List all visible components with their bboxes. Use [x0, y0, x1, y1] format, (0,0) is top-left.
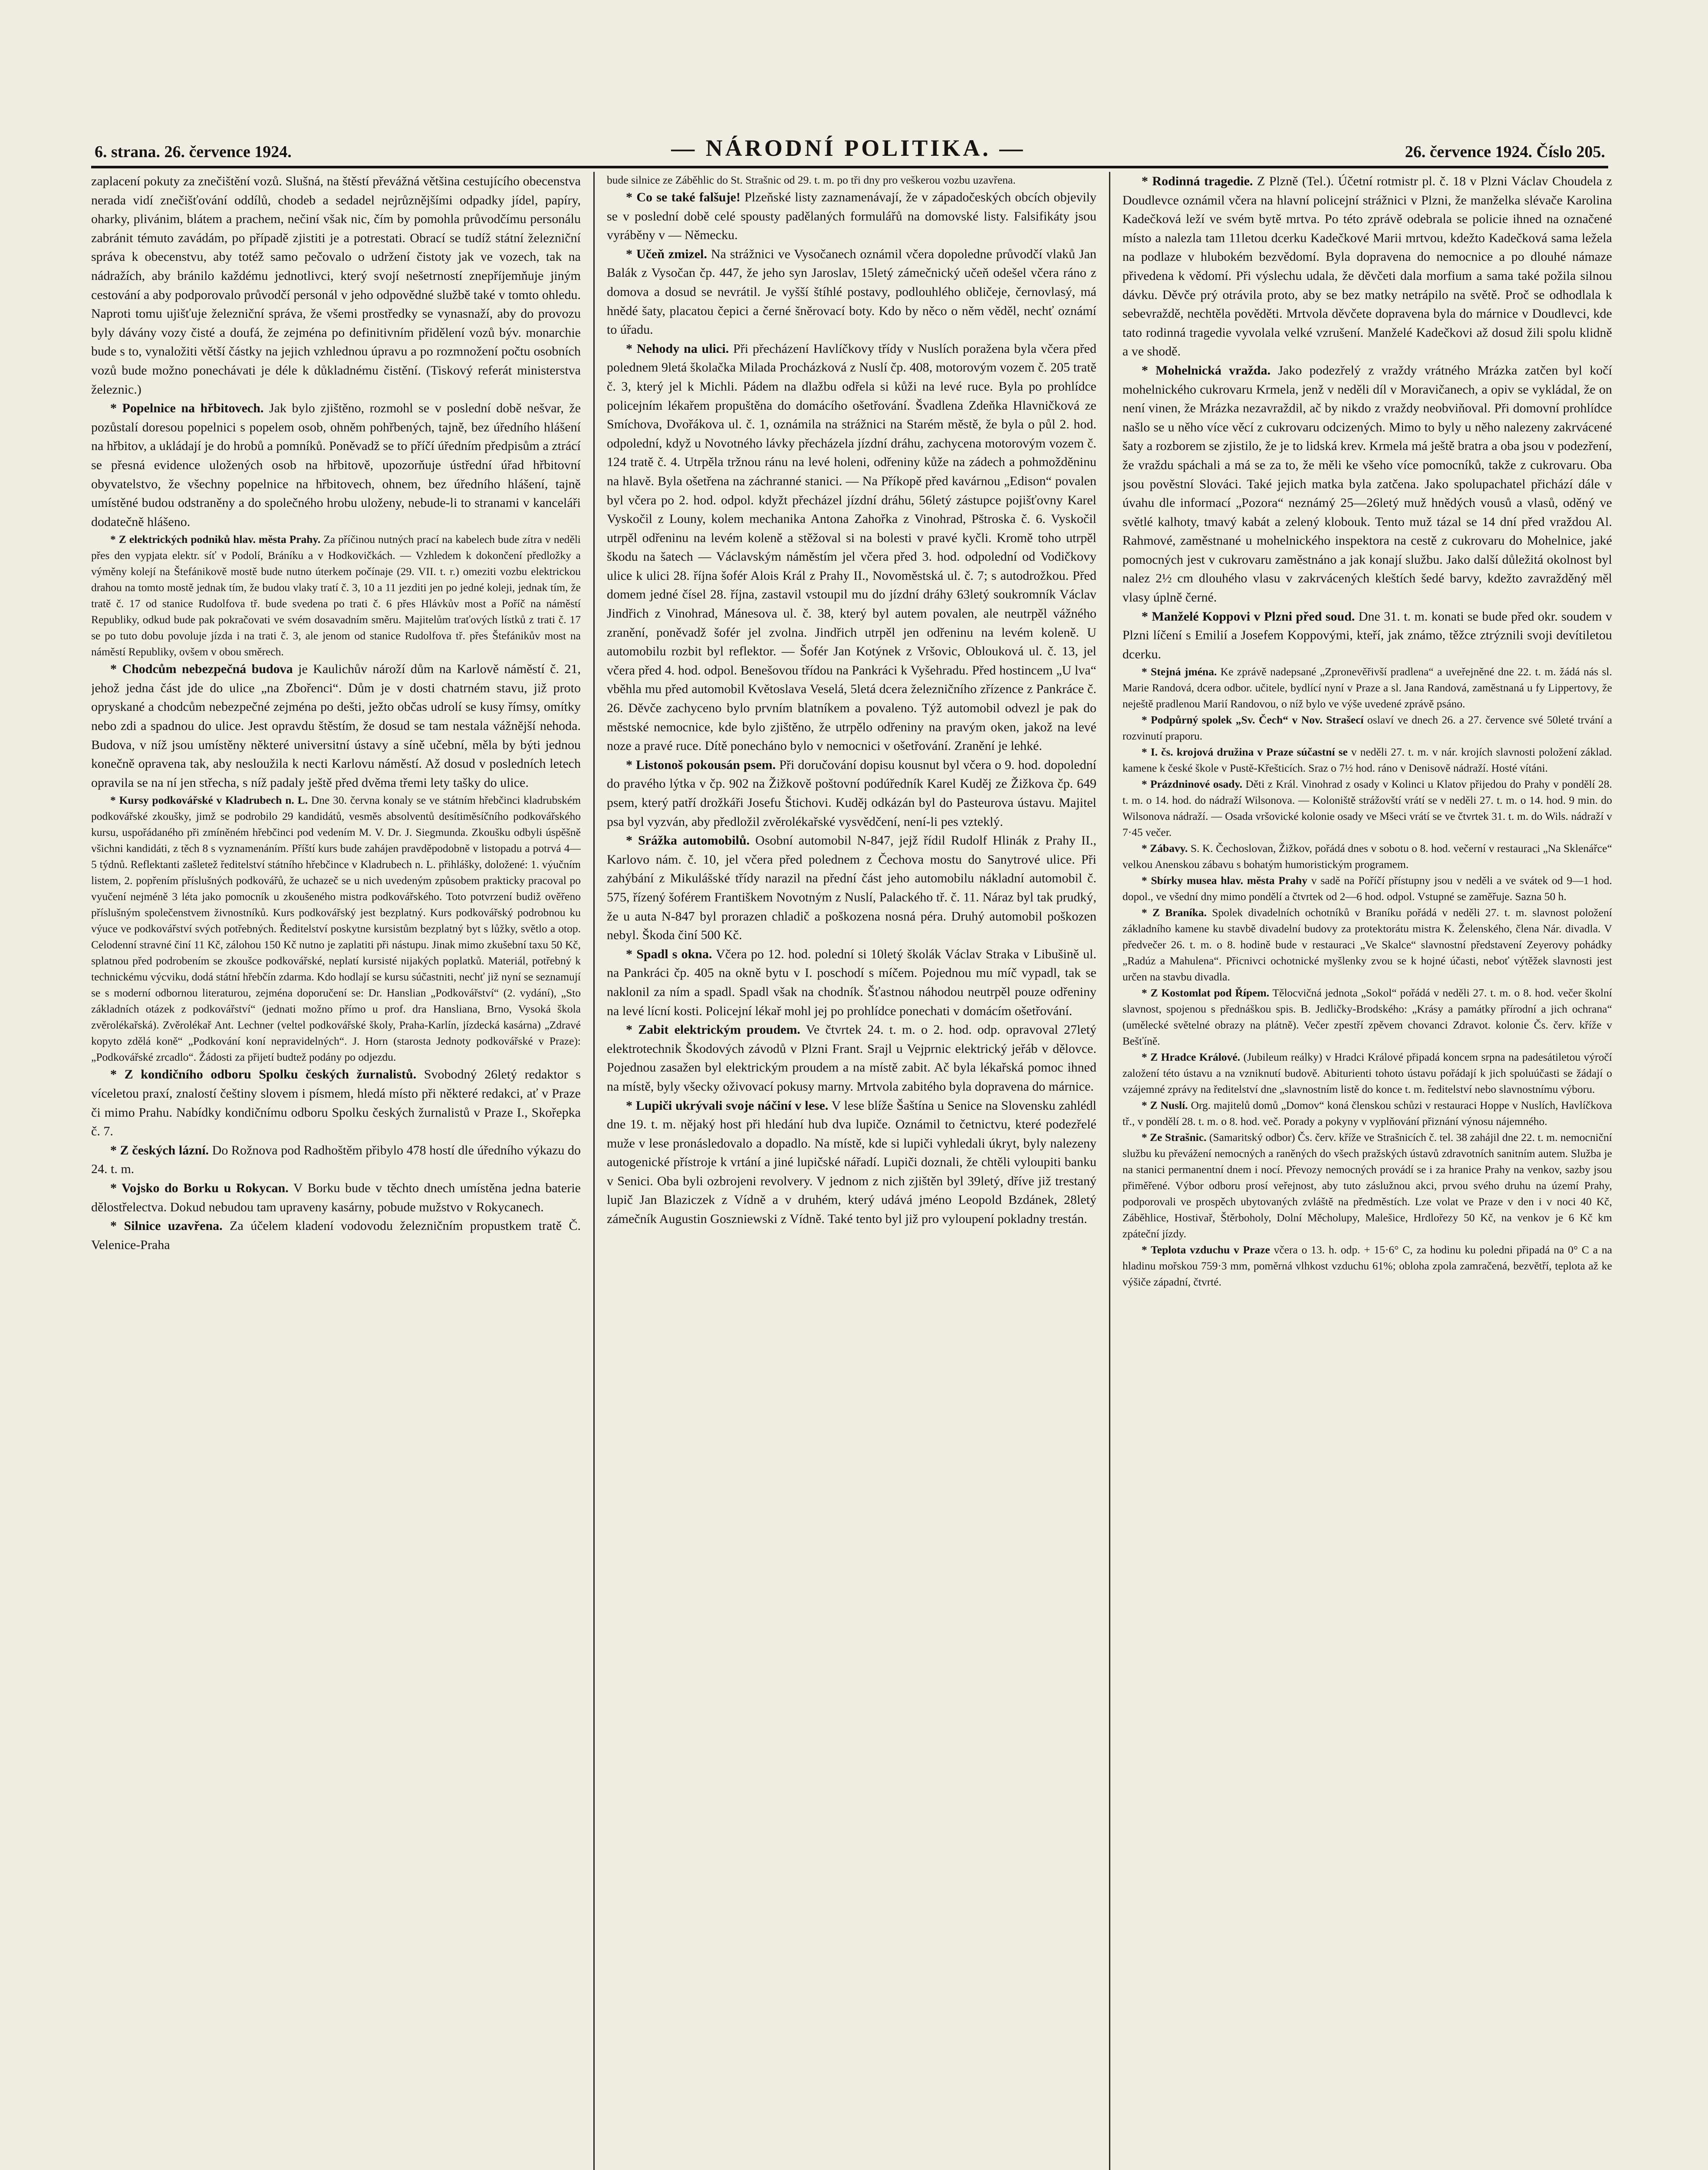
- page-header: [95, 130, 1605, 161]
- article: [607, 172, 1096, 188]
- article-body: Při přecházení Havlíčkovy třídy v Nuslích poražena byla včera před polednem 9letá školačka Milada Procházková z Nuslí čp. 408, motorovým vozem č. 205 tratě č. 3, který jel k Michli. Pádem na dlažbu odřela si kůži na levé ruce. Byla po prohlídce policejním lékařem propuštěna do domácího ošetřování. Švadlena Zdeňka Hlavničková ze Smíchova, Dvořákova ul. č. 1, oznámila na strážnici na Starém městě, že byla o půl 2. hod. odpolední, když u Novotného lávky přecházela jízdní dráhu, zachycena motorovým vozem č. 124 tratě č. 4. Utrpěla tržnou ránu na levé holeni, odřeniny kůže na zádech a pohmožděninu na hlavě. Byla ošetřena na záchranné stanici. — Na Příkopě před kavárnou „Edison“ povalen byl včera po 2. hod. odpol. kdyžt přecházel jízdní dráhu, 56letý zástupce pojišťovny Karel Vyskočil z Louny, kolem mechanika Antona Zahořka z Vinohrad, Pštroska č. 6. Vyskočil utrpěl odřeninu na levém koleně a stěžoval si na bolesti v pravé kyčli. Kromě toho utrpěl škodu na šatech — Václavským náměstím jel včera před 3. hod. odpolední od Vodičkovy ulice k ulici 28. října šofér Alois Král z Prahy II., Novoměstská ul. č. 7; s autodrožkou. Před domem jedné čísel 28. října, zastavil vstoupil mu do jízdní dráhy 63letý soukromník Václav Jindřich z Vinohrad, Mánesova ul. č. 38, který byl autem povalen, ale neutrpěl vážného zranění, poněvadž šofér jel zvolna. Jindřich utrpěl jen odřeninu na levém koleně. U automobilu rozbit byl reflektor. — Šofér Jan Kotýnek z Vršovic, Oblouková ul. č. 13, jel včera před 4. hod. odpol. Benešovou třídou na Pankráci k Vyšehradu. Před hostincem „U lva“ vběhla mu před automobil Květoslava Veselá, 5letá dcera železničního zřízence z Pankráce č. 26. Děvče zachyceno bylo prvním blatníkem a povaleno. Týž automobil odvezl je pak do městské nemocnice, kde bylo zjištěno, že utrpělo odřeniny na pravým oken, jakož na levé noze a pravé ruce. Dítě ponecháno bylo v nemocnici v ošetřování. Zranění je lehké.: [607, 341, 1096, 753]
- article-body: Dne 30. června konaly se ve státním hřebčinci kladrubském podkovářské zkoušky, jimž se podrobilo 29 kandidátů, vesměs absolventů desítiměsíčního podkovářského kursu, uspořádaného při zmíněném hřebčinci pod vedením M. V. Dr. J. Siegmunda. Zkoušku odbyli úspěšně všichni kandidáti, z těch 8 s vyznamenáním. Příští kurs bude zahájen pravděpodobně v listopadu a potrvá 4—5 týdnů. Reflektanti zašletež ředitelství státního hřebčince v Kladrubech n. L. přihlášky, doložené: 1. výučním listem, 2. popřením příslušných podkovářů, že uchazeč se u nich uvedeným způsobem prakticky pracoval po vyučení nejméně 3 léta jako pomocník u zkoušeného mistra podkovářského. Toto potvrzení budiž ověřeno příslušným společenstvem živnostníků. Kurs podkovářský jest bezplatný. Kurs podkovářský podrobnou ku výuce ve podkovářství svých potřebných. Ředitelství poskytne kursistům bezplatný byt s lůžky, světlo a otop. Celodenní stravné činí 11 Kč, zálohou 150 Kč nutno je zaplatiti při nástupu. Jinak mimo zkušební taxu 50 Kč, splatnou před podrobením se zkoušce podkovářské, neplatí kursisté nijakých poplatků. Materiál, potřebný k technickému výcviku, dodá státní hřebčín zdarma. Kdo hodlají se kursu súčastniti, nechť již nyní se seznamují se s moderní odbornou literaturou, zejména doporučení se: Dr. Hanslian „Podkovářství“ (2. vydání), „Sto základních otázek z podkovářství“ (jednati možno přímo u prof. dra Hansliana, Brno, Vysoká škola zvěrolékařská). Zvěrolékař Ant. Lechner (veltel podkovářské školy, Praha-Karlín, jízdecká kasárna) „Zdravé kopyto zdělá koně“ „Podkování koní nepravidelných“. J. Horn (starosta Jednoty podkovářské v Praze): „Podkovářské zrcadlo“. Žádosti za přijetí budtež podány po odjezdu.: [91, 794, 581, 1064]
- article: [607, 1096, 1096, 1229]
- article: [1122, 664, 1612, 712]
- column-divider: [593, 172, 595, 2170]
- article-body: Osobní automobil N-847, jejž řídil Rudolf Hlinák z Prahy II., Karlovo nám. č. 10, jel včera před polednem z Čechova mostu do Sanytrové ulice. Při zahýbání z Mikulášské třídy narazil na přední část jeho automobilu nákladní automobil č. 575, řízený šoférem Františkem Novotným z Nuslí, Palackého tř. č. 11. Náraz byl tak prudký, že u auta N-847 byl prorazen chladič a poškozena nosná péra. Druhý automobil poškozen nebyl. Škoda činí 500 Kč.: [607, 833, 1096, 943]
- column-2: [607, 172, 1096, 2170]
- article-headline: * Manželé Koppovi v Plzni před soud.: [1142, 609, 1355, 624]
- article-body: Jako podezřelý z vraždy vrátného Mrázka zatčen byl kočí mohelnického cukrovaru Krmela, jenž v neděli díl v Moravičanech, a opiv se vykládal, že on není vinen, že Mrázka nezavraždil, ač by nikdo z vraždy neobviňoval. Při domovní prohlídce našlo se u něho více věcí z cukrovaru odcizených. Mimo to byly u něho nalezeny zakrvácené šaty a rozborem se zjistilo, že je to lidská krev. Krmela má ještě bratra a oba jsou v podezření, že vraždu spáchali a má se za to, že měli ke všeho více pomocníků, takže z cukrovaru. Oba jsou pověstní Slováci. Také jejich matka byla zatčena. Jako spolupachatel přichází dále v úvahu dle informací „Pozora“ neznámý 25—26letý muž hnědých vousů a vlasů, oděný ve světlé kalhoty, tmavý kabát a zelený klobouk. Tento muž tázal se 14 dní před vraždou Al. Rahmové, zaměstnané u mohelnického inspektora na cestě z cukrovaru do Mohelnice, jaké pomocných jest v cukrovaru zaměstnáno a jak konají službu. Jako další důležitá okolnost byl nalez 2½ cm dlouhého vlasu v zakrvácených kleštích šedé barvy, kdežto zavražděný měl vlasy úplně černé.: [1122, 363, 1612, 605]
- article: [1122, 712, 1612, 744]
- article-body: v sadě na Poříčí přístupny jsou v neděli a ve svátek od 9—1 hod. dopol., ve všední dny mimo pondělí a čtvrtek od 2—6 hod. odpol. Vstupné se zaměřuje. Sazna 50 h.: [1122, 874, 1612, 903]
- article-headline: * Spadl s okna.: [626, 947, 712, 961]
- article: [91, 1065, 581, 1141]
- article: [1122, 1129, 1612, 1242]
- article-body: Ve čtvrtek 24. t. m. o 2. hod. odp. opravoval 27letý elektrotechnik Škodových závodů v Plzni Frant. Srajl u Vejprnic elektrický jeřáb v dělovce. Pojednou zasažen byl elektrickým proudem a na místě zabit. Ač byla lékařská pomoc ihned na místě, byly všecky oživovací pokusy marny. Mrtvola zabitého byla dopravena do márnice.: [607, 1023, 1096, 1094]
- article-body: Spolek divadelních ochotníků v Braníku pořádá v neděli 27. t. m. slavnost položení základního kamene ku stavbě divadelní budovy za protektorátu mistra K. Želenského, člena Nár. divadla. V předvečer 26. t. m. o 8. hodině bude v restauraci „Ve Skalce“ slavnostní představení Zeyerovy pohádky „Radúz a Mahulena“. Přicnivci ochotnické myšlenky zvou se k hojné účasti, neboť výtěžek slavnosti jest určen na stavbu divadla.: [1122, 906, 1612, 983]
- article-headline: * Nehody na ulici.: [626, 342, 729, 356]
- article: [1122, 361, 1612, 607]
- article-body: bude silnice ze Záběhlic do St. Strašnic od 29. t. m. po tři dny pro veškerou vozbu uzavřena.: [607, 174, 1016, 186]
- article-headline: * Teplota vzduchu v Praze: [1142, 1243, 1270, 1256]
- article-headline: * Z Hradce Králové.: [1142, 1051, 1240, 1063]
- article: [91, 660, 581, 792]
- article-body: Děti z Král. Vinohrad z osady v Kolinci u Klatov přijedou do Prahy v pondělí 28. t. m. o 14. hod. do nádraží Wilsonova. — Koloniště strážovští vrátí se v neděli 27. t. m. o 14. hod. 9 min. do Wilsonova nádraží. — Osada vršovické kolonie osady ve Mšeci vrátí se ve čtvrtek 31. t. m. do Wils. nádraží v 7·45 večer.: [1122, 778, 1612, 839]
- article: [1122, 776, 1612, 840]
- article-headline: * Srážka automobilů.: [626, 833, 750, 848]
- article: [607, 339, 1096, 756]
- column-divider: [1109, 172, 1110, 2170]
- article: [1122, 607, 1612, 664]
- article: [91, 399, 581, 531]
- article: [91, 1217, 581, 1254]
- article: [1122, 1097, 1612, 1129]
- article-headline: * Z Kostomlat pod Řípem.: [1142, 986, 1269, 999]
- article-body: (Samaritský odbor) Čs. červ. kříže ve Strašnicích č. tel. 38 zahájil dne 22. t. m. nemocniční službu ku převážení nemocných a raněných do všech pražských ústavů zdravotních sanitním autem. Služba je na stanici permanentní dnem i nocí. Převozy nemocných provádí se i za hranice Prahy na venkov, sazby jsou přiměřené. Výbor odboru prosí veřejnost, aby tuto záslužnou akci, prvou svého druhu na území Prahy, podporovali ve prospěch ubytovaných zvláště na předměstích. Lze volat ve Praze v den i v noci 40 Kč, Záběhlice, Hostivař, Štěrboholy, Dolní Měcholupy, Malešice, Hrdlořezy 50 Kč, na venkov je 6 Kč km zpáteční jízdy.: [1122, 1131, 1612, 1240]
- article-body: (Jubileum reálky) v Hradci Králové připadá koncem srpna na padesátiletou výročí založení této ústavu a na vzniknutí budově. Abiturienti tohoto ústavu pořádají k jich spoluúčasti se žádají o vzájemné zprávy na ředitelství dne „slavnostním listě do konce t. m. ředitelství nebo slavnostnímu výboru.: [1122, 1051, 1612, 1096]
- article: [607, 188, 1096, 245]
- article-body: Na strážnici ve Vysočanech oznámil včera dopoledne průvodčí vlaků Jan Balák z Vysočan čp. 447, že jeho syn Jaroslav, 15letý zámečnický učeň odešel včera ráno z domova a dosud se nevrátil. Je vyšší štíhlé postavy, podlouhlého obličeje, černovlasý, má hnědé šaty, placatou čepici a černé šněrovací boty. Kdo by něco o něm věděl, nechť oznámí to úřadu.: [607, 247, 1096, 337]
- article-body: Tělocvičná jednota „Sokol“ pořádá v neděli 27. t. m. o 8. hod. večer školní slavnost, spojenou s přednáškou spis. B. Jedličky-Brodského: „Krásy a památky přírodní a jich ochrana“ (umělecké světelné obrazy na plátně). Večer zpestří zpěvem chovanci Zdravot. kolonie Čs. červ. kříže v Bešťíně.: [1122, 986, 1612, 1048]
- article-body: V Borku bude v těchto dnech umístěna jedna baterie dělostřelectva. Dokud nebudou tam upraveny kasárny, pobude mužstvo v Rokycanech.: [91, 1181, 581, 1214]
- article-headline: * Kursy podkovářské v Kladrubech n. L.: [110, 794, 308, 806]
- article: [1122, 744, 1612, 776]
- article: [91, 531, 581, 660]
- article-headline: * Stejná jména.: [1142, 665, 1217, 678]
- article-body: Ke zprávě nadepsané „Zpronevěřivší pradlena“ a uveřejněné dne 22. t. m. žádá nás sl. Marie Randová, dcera odbor. učitele, bydlící nyní v Praze a sl. Jana Randová, zaměstnaná u fy Lippertovy, že neještě pradlenou Marií Randovou, o níž bylo ve výše uvedené zprávě psáno.: [1122, 665, 1612, 710]
- article-body: Do Rožnova pod Radhoštěm přibylo 478 hostí dle úředního výkazu do 24. t. m.: [91, 1143, 581, 1177]
- article-body: Za účelem kladení vodovodu železničním propustkem tratě Č. Velenice-Praha: [91, 1219, 581, 1252]
- article-headline: * Silnice uzavřena.: [110, 1219, 223, 1233]
- article: [607, 1020, 1096, 1096]
- article-body: Jak bylo zjištěno, rozmohl se v poslední době nešvar, že pozůstalí doresou popelnici s popelem osob, ohněm pohřbených, tajně, bez úředního hlášení na hřbitov, a ukládají je do hrobů a pomníků. Poněvadž se to příčí úředním předpisům a ztrácí se přesná evidence uložených osob na hřbitově, upozorňuje ústřední úřad hřbitovní obyvatelstvo, že všechny popelnice na hřbitovech, ohnem, bez úředního hlášení, tajně umístěné budou odstraněny a do společného hrobu uloženy, nebude-li to stranami v kanceláři dodatečně hlášeno.: [91, 401, 581, 529]
- article-body: Svobodný 26letý redaktor s víceletou praxí, znalostí češtiny slovem i písmem, hledá místo při některé redakci, ať v Praze či mimo Prahu. Nabídky kondičnímu odboru Spolku českých žurnalistů v Praze I., Skořepka č. 7.: [91, 1067, 581, 1139]
- article-body: Org. majitelů domů „Domov“ koná členskou schůzi v restauraci Hoppe v Nuslích, Havlíčkova tř., v pondělí 28. t. m. o 8. hod. več. Porady a pokyny v vyplňování přiznání výnosu nájemného.: [1122, 1099, 1612, 1128]
- article-body: Z Plzně (Tel.). Účetní rotmistr pl. č. 18 v Plzni Václav Choudela z Doudlevce oznámil včera na hlavní policejní strážnici v Plzni, že manželka slévače Karolina Kadečková leží ve svém bytě mrtva. Po této zprávě odebrala se policie ihned na označené místo a nalezla tam 11letou dcerku Kadečkové Marii mrtvou, kdežto Kadečková sama ležela na podlaze v hlubokém bezvědomí. Byla dopravena do nemocnice a po dlouhé námaze přivedena k vědomí. Při výslechu udala, že děvčeti dala morfium a sama také požila silnou dávku. Děvče prý otrávila proto, aby se bez matky netrápilo na světě. Proč se odhodlala k sebevraždě, nechtěla pověděti. Mrtvola děvčete dopravena byla do márnice v Doudlevci, kde tato rodinná tragedie vyvolala velké vzrušení. Manželé Kadečkovi až dosud žili spolu klidně a ve shodě.: [1122, 174, 1612, 359]
- article: [1122, 985, 1612, 1049]
- article-headline: * Z Braníka.: [1142, 906, 1207, 919]
- article-headline: * Popelnice na hřbitovech.: [110, 401, 263, 415]
- article: [91, 1141, 581, 1179]
- article-headline: * I. čs. krojová družina v Praze súčastní se: [1142, 746, 1348, 758]
- article-headline: * Ze Strašnic.: [1142, 1131, 1207, 1144]
- article-headline: * Lupiči ukrývali svoje náčiní v lese.: [626, 1098, 828, 1113]
- article: [1122, 872, 1612, 904]
- article-body: v neděli 27. t. m. v nár. krojích slavnosti položení základ. kamene k české škole v Pustě-Křešticích. Sraz o 7½ hod. ráno v Denisově nádraží. Hosté vítáni.: [1122, 746, 1612, 775]
- article: [607, 245, 1096, 339]
- article-headline: * Z českých lázní.: [110, 1143, 209, 1157]
- article-headline: * Rodinná tragedie.: [1142, 174, 1253, 188]
- article-headline: * Z elektrických podniků hlav. města Prahy.: [110, 533, 320, 546]
- article-body: včera o 13. h. odp. + 15·6° C, za hodinu ku poledni připadá na 0° C a na hladinu mořskou 759·3 mm, poměrná vlhkost vzduchu 61%; obloha zpola zamračená, bezvětří, teplota až ke výšiče západní, čtvrté.: [1122, 1243, 1612, 1289]
- article-headline: * Sbírky musea hlav. města Prahy: [1142, 874, 1307, 887]
- article-headline: * Z kondičního odboru Spolku českých žurnalistů.: [110, 1067, 416, 1082]
- article-headline: * Co se také falšuje!: [626, 190, 740, 204]
- article: [1122, 172, 1612, 361]
- masthead-title: — NÁRODNÍ POLITIKA. —: [671, 135, 1026, 161]
- article-body: Za příčinou nutných prací na kabelech bude zítra v neděli přes den vypjata elektr. síť v Podolí, Bráníku a v Hodkovičkách. — Vzhledem k dokončení předložky a výměny kolejí na Štefánikově mostě bude nutno úterkem počínaje (29. VII. t. r.) omeziti vozbu elektrickou drahou na tomto mostě jednak tím, že budou vlaky tratí č. 3, 10 a 11 jezditi jen po jedné koleji, jednak tím, že tratě č. 17 od stanice Rudolfova tř. bude svedena po trati č. 6 přes Hlávkův most a Poříč na náměstí Republiky, odkud bude pak pokračovati ve svém dosavadním směru. Majitelům traťových lístků z trati č. 17 se po tuto dobu povoluje jízda i na trati č. 3, ale jenom od stanice Rudolfova tř. přes Štefánikův most na náměstí Republiky, ovšem v obou směrech.: [91, 533, 581, 658]
- article-headline: * Mohelnická vražda.: [1142, 363, 1270, 378]
- article: [1122, 904, 1612, 985]
- article-body: je Kaulichův nároží dům na Karlově náměstí č. 21, jehož jedna část jde do ulice „na Zbořenci“. Dům je v dosti chatrném stavu, již proto opryskané a chodcům nebezpečné zejména po dešti, ježto občas udrolí se kusy římsy, omítky nebo zdi a spadnou do ulice. Jest opravdu štěstím, že dosud se tam nestala vážnější nehoda. Budova, v níž jsou umístěny některé universitní ústavy a síně učební, měla by býti jednou konečně opravena tak, aby nesloužila k necti Karlovu náměstí. Až dosud v posledních letech opravila se na ní jen střecha, s níž padaly ještě před dvěma třemi lety tašky do ulice.: [91, 662, 581, 790]
- article-headline: * Zábavy.: [1142, 842, 1188, 855]
- article-body: Při doručování dopisu kousnut byl včera o 9. hod. dopolední do pravého lýtka v čp. 902 na Žižkově poštovní podúředník Karel Kuděj ze Žižkova čp. 649 psem, který patří drožkáři Josefu Štichovi. Kuděj odkázán byl do Pasteurova ústavu. Majitel psa byl vyzván, aby předložil zvěrolékařské vysvědčení, není-li pes vzteklý.: [607, 757, 1096, 829]
- article-body: oslaví ve dnech 26. a 27. července své 50leté trvání a rozvinutí praporu.: [1122, 713, 1612, 743]
- article: [607, 756, 1096, 831]
- article-body: Včera po 12. hod. polední si 10letý školák Václav Straka v Libušině ul. na Pankráci čp. 405 na okně bytu v I. poschodí s míčem. Pojednou mu míč vypadl, tak se naklonil za ním a spadl. Spadl však na chodník. Šťastnou náhodou neutrpěl pouze odřeniny na levé lícní kosti. Policejní lékař mohl jej po prohlídce ponechati v domácím ošetřování.: [607, 947, 1096, 1018]
- article-headline: * Podpůrný spolek „Sv. Čech“ v Nov. Strašecí: [1142, 713, 1364, 726]
- article-headline: * Učeň zmizel.: [626, 247, 707, 261]
- article-body: S. K. Čechoslovan, Žižkov, pořádá dnes v sobotu o 8. hod. večerní v restauraci „Na Sklenářce“ velkou Anenskou zábavu s bohatým humoristickým programem.: [1122, 842, 1612, 871]
- article-headline: * Zabit elektrickým proudem.: [626, 1023, 800, 1037]
- article-body: Plzeňské listy zaznamenávají, že v západočeských obcích objevily se v poslední době celé spousty padělaných formulářů na domovské listy. Falsifikáty jsou vyráběny v — Německu.: [607, 190, 1096, 243]
- article: [91, 792, 581, 1065]
- article: [91, 172, 581, 399]
- article-headline: * Vojsko do Borku u Rokycan.: [110, 1181, 289, 1195]
- article-headline: * Z Nuslí.: [1142, 1099, 1188, 1111]
- article-headline: * Listonoš pokousán psem.: [626, 758, 776, 772]
- article-body: Dne 31. t. m. konati se bude před okr. soudem v Plzni líčení s Emilií a Josefem Koppovými, kteří, jak známo, těžce ztrýznili svoji devítiletou dcerku.: [1122, 609, 1612, 661]
- article: [91, 1179, 581, 1217]
- article: [1122, 1242, 1612, 1290]
- column-1: [91, 172, 581, 2170]
- article: [607, 831, 1096, 945]
- header-right: 26. července 1924. Číslo 205.: [1405, 143, 1605, 161]
- header-left: 6. strana. 26. července 1924.: [95, 143, 292, 161]
- header-rule: [91, 166, 1608, 168]
- article: [607, 945, 1096, 1020]
- article-headline: * Chodcům nebezpečná budova: [110, 662, 293, 676]
- article: [1122, 840, 1612, 872]
- article-body: zaplacení pokuty za znečištění vozů. Slušná, na štěstí převážná většina cestujícího obecenstva nerada vidí znečišťování oddílů, chodeb a sedadel nejrůznějšími odpadky jídel, papíry, oharky, plivánim, blátem a prachem, nečiní však nic, čím by pomohla průvodčímu personálu zabránit témuto zavádám, po případě zjistiti je a potrestati. Obrací se tudíž státní železniční správa k obecenstvu, aby totéž samo pečovalo o udržení čistoty jak ve vozech, tak na nádražích, aby bránilo každému jednotlivci, který svojí nešetrností znepříjemňuje jiným cestování a aby podporovalo průvodčí personál v jeho odpovědné službě také v tomto ohledu. Naproti tomu ujišťuje železniční správa, že všemi prostředky se vynasnaží, aby do provozu byly dávány vozy čisté a doufá, že zejména po definitivním přidělení vozů býv. monarchie bude s to, vynaložiti větší částky na jejich vzhlednou úpravu a po rozmnožení počtu osobních vozů bude možno ponechávati je déle k důkladnému čistění. (Tiskový referát ministerstva železnic.): [91, 174, 581, 397]
- article-headline: * Prázdninové osady.: [1142, 778, 1242, 790]
- article-body: V lese blíže Šaštína u Senice na Slovensku zahlédl dne 19. t. m. nějaký host při hledání hub dva lupiče. Oznámil to četnictvu, které podezřelé muže v lese pronásledovalo a dopadlo. Na místě, kde si lupiči vyhledali úkryt, byly nalezeny autogenické přístroje k vrtání a jiné lupičské nářadí. Lupiči doznali, že chtěli vyloupiti banku v Senici. Oba byli ozbrojeni revolvery. V jednom z nich zjištěn byl 39letý, dříve již trestaný lupič Jan Blaziczek z Vídně a v druhém, který udává jméno Leopold Bzdánek, 28letý zámečník Augustin Goszniewski z Vídně. Také tento byl již pro vyloupení pokladny trestán.: [607, 1098, 1096, 1226]
- column-3: [1122, 172, 1612, 2170]
- article: [1122, 1049, 1612, 1097]
